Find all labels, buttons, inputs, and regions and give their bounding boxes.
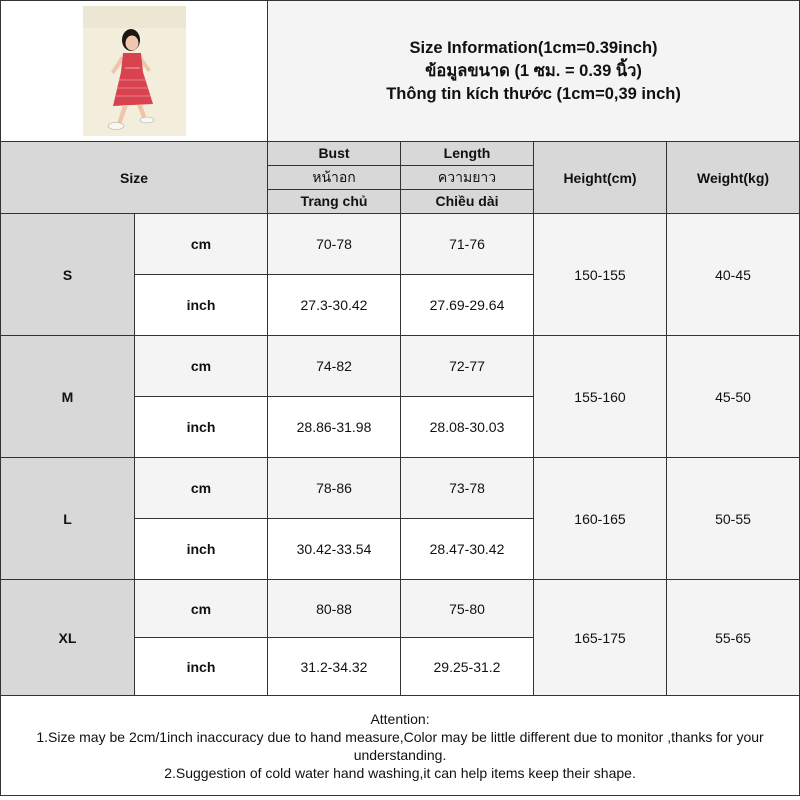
unit-cm: cm <box>135 580 268 638</box>
length-cm-l: 73-78 <box>401 458 534 519</box>
size-label-s: S <box>1 214 135 336</box>
product-photo-cell <box>1 1 268 142</box>
weight-l: 50-55 <box>667 458 800 580</box>
height-header: Height(cm) <box>534 142 667 214</box>
model-in-red-dress-image <box>83 6 186 136</box>
length-inch-s: 27.69-29.64 <box>401 275 534 336</box>
size-header: Size <box>1 142 268 214</box>
unit-inch: inch <box>135 519 268 580</box>
length-cm-xl: 75-80 <box>401 580 534 638</box>
unit-cm: cm <box>135 214 268 275</box>
height-l: 160-165 <box>534 458 667 580</box>
attention-heading: Attention: <box>370 710 430 727</box>
bust-cm-m: 74-82 <box>268 336 401 397</box>
bust-inch-l: 30.42-33.54 <box>268 519 401 580</box>
length-header-vi: Chiều dài <box>401 190 534 214</box>
length-inch-m: 28.08-30.03 <box>401 397 534 458</box>
unit-cm: cm <box>135 336 268 397</box>
title-cell <box>268 1 800 142</box>
height-xl: 165-175 <box>534 580 667 696</box>
height-m: 155-160 <box>534 336 667 458</box>
unit-cm: cm <box>135 458 268 519</box>
weight-m: 45-50 <box>667 336 800 458</box>
bust-inch-xl: 31.2-34.32 <box>268 638 401 696</box>
length-cm-s: 71-76 <box>401 214 534 275</box>
bust-header-th: หน้าอก <box>268 166 401 190</box>
bust-cm-xl: 80-88 <box>268 580 401 638</box>
length-header-en: Length <box>401 142 534 166</box>
attention-note-1: 1.Size may be 2cm/1inch inaccuracy due to hand measure,Color may be little different due to monitor ,thanks for your understanding. <box>36 728 764 763</box>
title-vietnamese: Thông tin kích thước (1cm=0,39 inch) <box>386 84 681 103</box>
length-header-th: ความยาว <box>401 166 534 190</box>
bust-cm-s: 70-78 <box>268 214 401 275</box>
unit-inch: inch <box>135 275 268 336</box>
title-thai: ข้อมูลขนาด (1 ซม. = 0.39 นิ้ว) <box>425 61 642 80</box>
bust-inch-m: 28.86-31.98 <box>268 397 401 458</box>
bust-header-en: Bust <box>268 142 401 166</box>
length-inch-l: 28.47-30.42 <box>401 519 534 580</box>
weight-header: Weight(kg) <box>667 142 800 214</box>
unit-inch: inch <box>135 638 268 696</box>
product-photo <box>83 6 186 136</box>
size-label-m: M <box>1 336 135 458</box>
bust-cm-l: 78-86 <box>268 458 401 519</box>
size-label-xl: XL <box>1 580 135 696</box>
weight-s: 40-45 <box>667 214 800 336</box>
unit-inch: inch <box>135 397 268 458</box>
size-label-l: L <box>1 458 135 580</box>
title-english: Size Information(1cm=0.39inch) <box>409 38 658 57</box>
height-s: 150-155 <box>534 214 667 336</box>
length-inch-xl: 29.25-31.2 <box>401 638 534 696</box>
attention-notes <box>1 696 800 796</box>
length-cm-m: 72-77 <box>401 336 534 397</box>
bust-header-vi: Trang chủ <box>268 190 401 214</box>
weight-xl: 55-65 <box>667 580 800 696</box>
attention-note-2: 2.Suggestion of cold water hand washing,it can help items keep their shape. <box>164 764 636 781</box>
bust-inch-s: 27.3-30.42 <box>268 275 401 336</box>
